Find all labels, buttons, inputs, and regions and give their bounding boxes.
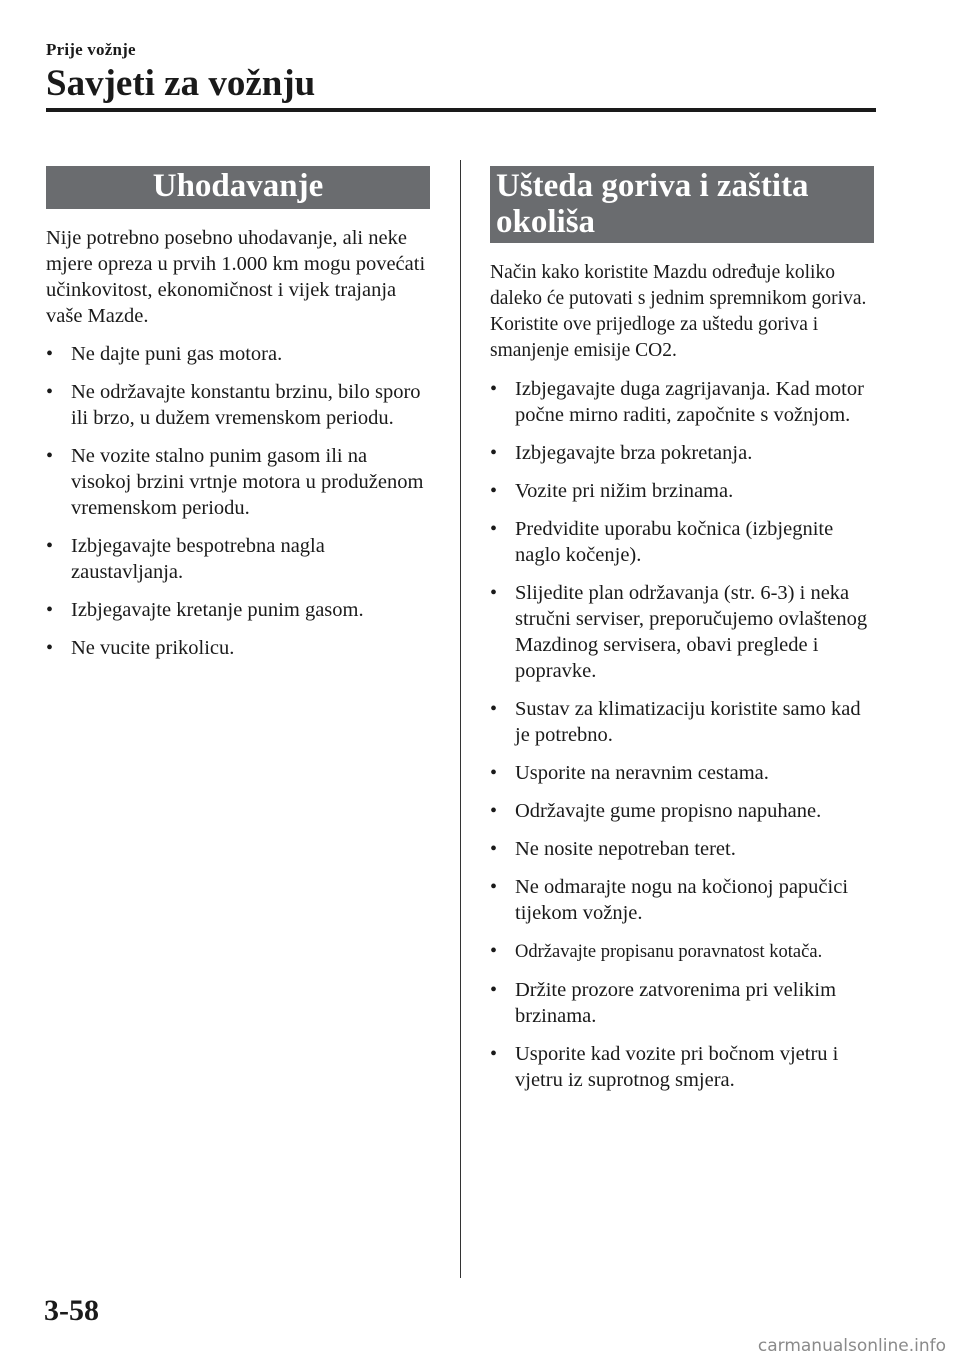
list-item: • Ne nosite nepotreban teret. (490, 838, 736, 860)
list-item: • Ne odmarajte nogu na kočionoj papučici tijekom vožnje. (490, 876, 849, 924)
bullet-icon: • (490, 800, 498, 822)
bullet-icon: • (490, 979, 498, 1001)
page-title: Savjeti za vožnju (46, 63, 316, 104)
bullet-icon: • (46, 599, 54, 621)
bullet-list-fuel-economy (490, 376, 874, 1093)
list-item: • Održavajte gume propisno napuhane. (490, 800, 822, 822)
section-heading-fuel-economy: Ušteda goriva i zaštita okoliša (490, 166, 874, 243)
list-item: • Izbjegavajte duga zagrijavanja. Kad motor počne mirno raditi, započnite s vožnjom. (490, 378, 864, 426)
column-divider (460, 160, 461, 1278)
bullet-icon: • (46, 381, 54, 403)
list-item: • Usporite kad vozite pri bočnom vjetru i vjetru iz suprotnog smjera. (490, 1043, 839, 1091)
bullet-icon: • (490, 876, 498, 898)
right-column (490, 166, 874, 1105)
section-intro-fuel-economy: Način kako koristite Mazdu određuje koliko daleko će putovati s jednim spremnikom goriva. Koristite ove prijedloge za uštedu goriva i smanjenje emisije CO2. (490, 262, 867, 361)
list-item: • Izbjegavajte bespotrebna nagla zaustavljanja. (46, 535, 325, 583)
bullet-icon: • (46, 445, 54, 467)
bullet-icon: • (490, 698, 498, 720)
bullet-icon: • (490, 480, 498, 502)
list-item: • Predvidite uporabu kočnica (izbjegnite naglo kočenje). (490, 518, 834, 566)
list-item: • Izbjegavajte brza pokretanja. (490, 442, 753, 464)
list-item: • Ne vozite stalno punim gasom ili na visokoj brzini vrtnje motora u produženom vremenskom periodu. (46, 445, 424, 519)
bullet-icon: • (490, 762, 498, 784)
bullet-icon: • (490, 378, 498, 400)
list-item: • Usporite na neravnim cestama. (490, 762, 769, 784)
bullet-list-break-in (46, 341, 430, 661)
bullet-icon: • (490, 940, 498, 962)
bullet-icon: • (46, 637, 54, 659)
left-column (46, 166, 430, 673)
bullet-icon: • (46, 343, 54, 365)
list-item: • Ne vucite prikolicu. (46, 637, 235, 659)
bullet-icon: • (490, 582, 498, 604)
list-item: • Vozite pri nižim brzinama. (490, 480, 734, 502)
chapter-label: Prije vožnje (46, 40, 136, 59)
bullet-icon: • (490, 518, 498, 540)
section-heading-break-in: Uhodavanje (46, 166, 430, 209)
bullet-icon: • (46, 535, 54, 557)
list-item: • Izbjegavajte kretanje punim gasom. (46, 599, 364, 621)
bullet-icon: • (490, 838, 498, 860)
bullet-icon: • (490, 1043, 498, 1065)
bullet-icon: • (490, 442, 498, 464)
page-number: 3-58 (44, 1294, 99, 1327)
list-item: • Ne održavajte konstantu brzinu, bilo sporo ili brzo, u dužem vremenskom periodu. (46, 381, 421, 429)
list-item: • Održavajte propisanu poravnatost kotača. (490, 940, 823, 962)
watermark: carmanualsonline.info (757, 1336, 946, 1356)
header-rule (46, 108, 876, 112)
section-intro-break-in: Nije potrebno posebno uhodavanje, ali neke mjere opreza u prvih 1.000 km mogu povećati učinkovitost, ekonomičnost i vijek trajanja vaše Mazde. (46, 227, 426, 327)
list-item: • Ne dajte puni gas motora. (46, 343, 283, 365)
list-item: • Slijedite plan održavanja (str. 6-3) i neka stručni serviser, preporučujemo ovlaštenog Mazdinog servisera, obavi preglede i popravke. (490, 582, 868, 682)
list-item: • Sustav za klimatizaciju koristite samo kad je potrebno. (490, 698, 861, 746)
list-item: • Držite prozore zatvorenima pri velikim brzinama. (490, 979, 837, 1027)
